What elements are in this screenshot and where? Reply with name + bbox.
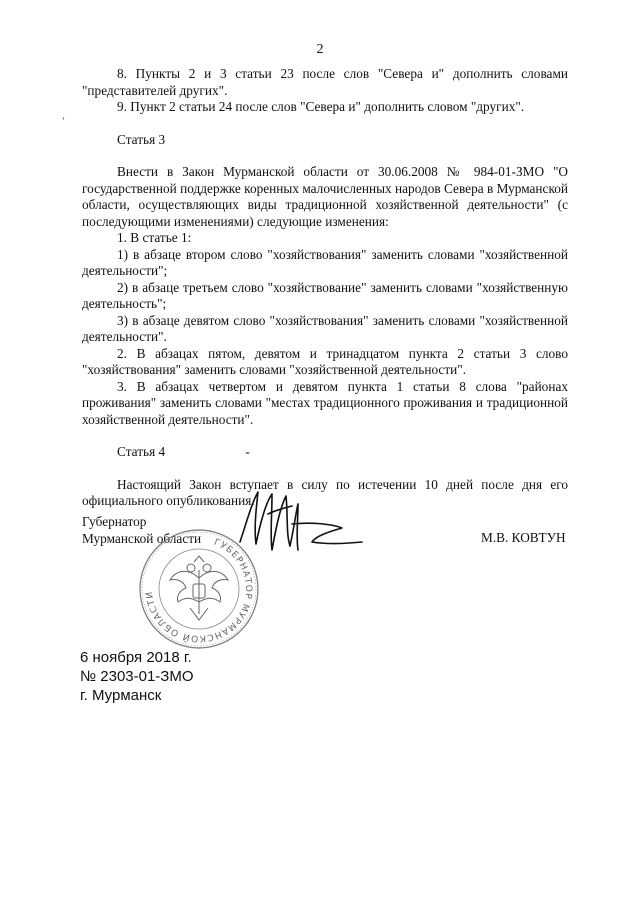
signatory-title: Губернатор bbox=[82, 514, 147, 529]
article-4-heading bbox=[82, 444, 568, 461]
seal-text: ГУБЕРНАТОР МУРМАНСКОЙ ОБЛАСТИ bbox=[144, 537, 254, 644]
stray-dash: - bbox=[245, 444, 250, 459]
article-3-item: 2) в абзаце третьем слово "хозяйствование" заменить словами "хозяйственную деятельность"; bbox=[82, 279, 568, 311]
signing-date: 6 ноября 2018 г. bbox=[80, 649, 192, 666]
signatory-name: М.В. КОВТУН bbox=[481, 530, 566, 545]
paragraph-9: 9. Пункт 2 статьи 24 после слов "Севера и" дополнить словом "других". bbox=[117, 99, 525, 114]
law-number: № 2303-01-ЗМО bbox=[80, 668, 194, 685]
article-3-title: Статья 3 bbox=[117, 131, 166, 147]
signatory-region: Мурманской области bbox=[82, 530, 202, 546]
eagle-emblem-icon bbox=[170, 556, 228, 620]
paragraph-8: 8. Пункты 2 и 3 статьи 23 после слов "Севера и" дополнить словами "представителей других". bbox=[82, 66, 568, 98]
article-3-item: 3) в абзаце девятом слово "хозяйствования" заменить словами "хозяйственной деятельности". bbox=[82, 312, 568, 344]
article-3-item: 2. В абзацах пятом, девятом и тринадцатом пункта 2 статьи 3 слово "хозяйствования" заменить словами "хозяйственной деятельности". bbox=[82, 345, 568, 377]
page-number: 2 bbox=[316, 42, 324, 57]
document-footer bbox=[80, 648, 194, 705]
article-3-item: 1) в абзаце втором слово "хозяйствования" заменить словами "хозяйственной деятельности"; bbox=[82, 246, 568, 278]
margin-mark: ʼ bbox=[62, 116, 65, 126]
signing-city: г. Мурманск bbox=[80, 687, 162, 704]
document-body bbox=[82, 66, 568, 510]
article-4-text: Настоящий Закон вступает в силу по истечении 10 дней после дня его официального опубликования. bbox=[82, 476, 568, 508]
article-3-item: 3. В абзацах четвертом и девятом пункта 1 статьи 8 слова "районах проживания" заменить словами "местах традиционного проживания и традиционной хозяйственной деятельности". bbox=[82, 378, 568, 427]
article-3-item: 1. В статье 1: bbox=[117, 230, 192, 245]
article-4-title: Статья 4 bbox=[117, 444, 166, 459]
article-3-intro: Внести в Закон Мурманской области от 30.06.2008 № 984-01-ЗМО "О государственной поддержке коренных малочисленных народов Севера в Мурманской области, осуществляющих виды традиционной хозяйственной деятельности" (с последующими изменениями) следующие изменения: bbox=[82, 164, 568, 229]
handwritten-signature bbox=[232, 484, 372, 574]
